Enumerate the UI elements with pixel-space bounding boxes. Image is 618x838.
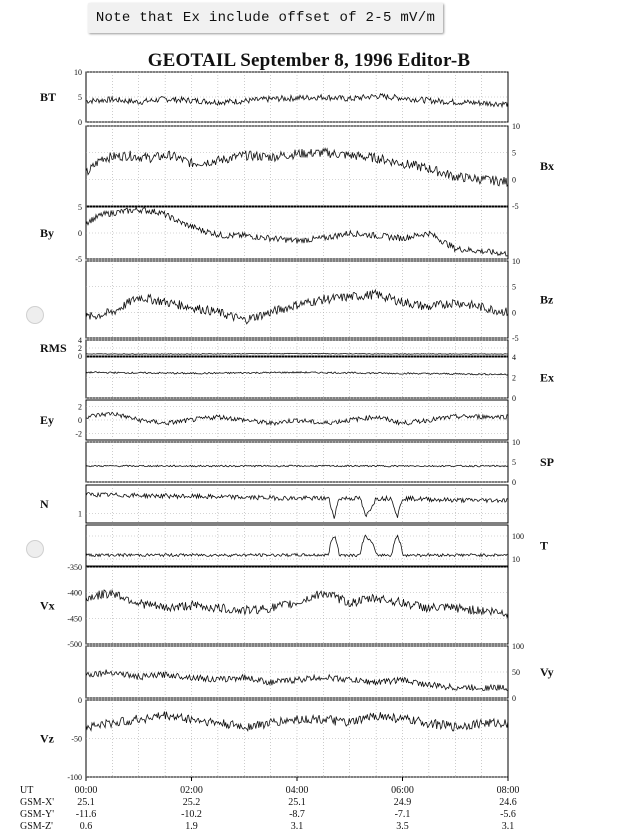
tick-label-vy: 50: [512, 668, 520, 677]
tick-label-t: 100: [512, 532, 524, 542]
tick-label-rms: 2: [78, 344, 82, 353]
panel-label-by: By: [40, 226, 55, 240]
x-tick-label: 02:00: [180, 785, 203, 796]
orbit-gsm-z-value: 3.1: [290, 821, 304, 832]
panel-label-n: N: [40, 497, 49, 511]
tick-label-vy: 0: [512, 694, 516, 703]
orbit-gsm-x-value: 25.1: [288, 797, 306, 808]
series-trace-rms: [86, 353, 508, 354]
panel-label-bt: BT: [40, 90, 57, 104]
tick-label-ex: 4: [512, 353, 516, 362]
tick-label-bt: 0: [78, 118, 82, 127]
tick-label-by: -5: [75, 255, 82, 264]
series-trace-n: [86, 493, 508, 519]
orbit-gsm-y-value: -11.6: [75, 809, 97, 820]
panel-label-bz: Bz: [540, 292, 554, 307]
tick-label-sp: 0: [512, 478, 516, 487]
offset-note: Note that Ex include offset of 2-5 mV/m: [88, 3, 443, 33]
tick-label-n: 1: [78, 509, 82, 519]
chart-title: GEOTAIL September 8, 1996 Editor-B: [147, 50, 471, 71]
tick-label-by: 5: [78, 203, 82, 212]
tick-label-sp: 10: [512, 438, 520, 447]
tick-label-ex: 2: [512, 373, 516, 383]
orbit-gsm-y-value: -10.2: [181, 809, 202, 820]
tick-label-ey: -2: [75, 429, 82, 439]
panel-label-vx: Vx: [40, 598, 55, 613]
series-trace-t: [86, 535, 508, 556]
tick-label-ex: 0: [512, 394, 516, 403]
tick-label-vz: 0: [78, 696, 82, 705]
series-trace-vy: [86, 670, 508, 691]
series-trace-bt: [86, 94, 508, 107]
panel-label-ex: Ex: [540, 370, 555, 385]
series-trace-ey: [86, 412, 508, 425]
panel-label-vz: Vz: [40, 731, 54, 746]
tick-label-vx: -350: [67, 563, 82, 572]
orbit-gsm-y-value: -8.7: [289, 809, 305, 820]
orbit-gsm-y-value: -5.6: [500, 809, 516, 820]
tick-label-vy: 100: [512, 642, 524, 651]
x-tick-label: 06:00: [391, 785, 414, 796]
tick-label-ey: 2: [78, 402, 82, 412]
orbit-row-label: UT: [20, 785, 34, 796]
tick-label-bz: 10: [512, 257, 520, 266]
orbit-gsm-z-value: 3.1: [501, 821, 515, 832]
orbit-row-label: GSM-X': [20, 797, 55, 808]
tick-label-bz: 5: [512, 282, 516, 292]
panel-label-vy: Vy: [540, 665, 554, 679]
series-trace-ex: [86, 372, 508, 376]
tick-label-vx: -500: [67, 640, 82, 649]
orbit-gsm-x-value: 24.9: [393, 797, 412, 808]
tick-label-bx: -5: [512, 202, 519, 211]
tick-label-rms: 0: [78, 352, 82, 361]
tick-label-vx: -450: [67, 614, 82, 624]
tick-label-by: 0: [78, 229, 82, 238]
tick-label-bz: -5: [512, 334, 519, 343]
orbit-gsm-x-value: 25.2: [182, 797, 201, 808]
orbit-gsm-y-value: -7.1: [394, 809, 411, 820]
tick-label-bx: 5: [512, 148, 516, 158]
tick-label-rms: 4: [78, 336, 82, 345]
tick-label-bz: 0: [512, 308, 516, 318]
orbit-gsm-z-value: 3.5: [396, 821, 409, 832]
tick-label-vz: -50: [71, 734, 82, 744]
tick-label-t: 10: [512, 555, 520, 565]
tick-label-bt: 5: [78, 93, 82, 102]
panel-label-bx: Bx: [540, 159, 555, 173]
tick-label-ey: 0: [78, 416, 82, 425]
orbit-gsm-z-value: 1.9: [185, 821, 198, 832]
x-tick-label: 08:00: [496, 785, 520, 796]
orbit-gsm-x-value: 24.6: [499, 797, 517, 808]
panel-label-t: T: [540, 538, 549, 553]
orbit-row-label: GSM-Z': [20, 821, 53, 832]
tick-label-bx: 10: [512, 122, 520, 131]
x-tick-label: 04:00: [285, 785, 309, 796]
orbit-row-label: GSM-Y': [20, 809, 55, 820]
tick-label-vx: -400: [67, 588, 82, 598]
tick-label-sp: 5: [512, 458, 516, 467]
panel-frame-bz: [86, 261, 508, 338]
panel-label-rms: RMS: [40, 341, 67, 355]
orbit-gsm-z-value: 0.6: [79, 821, 93, 832]
panel-label-ey: Ey: [40, 413, 55, 427]
tick-label-bx: 0: [512, 175, 516, 185]
panel-label-sp: SP: [540, 455, 555, 469]
tick-label-vz: -100: [67, 773, 82, 782]
orbit-gsm-x-value: 25.1: [77, 797, 95, 808]
tick-label-bt: 10: [74, 68, 82, 77]
x-tick-label: 00:00: [74, 785, 98, 796]
